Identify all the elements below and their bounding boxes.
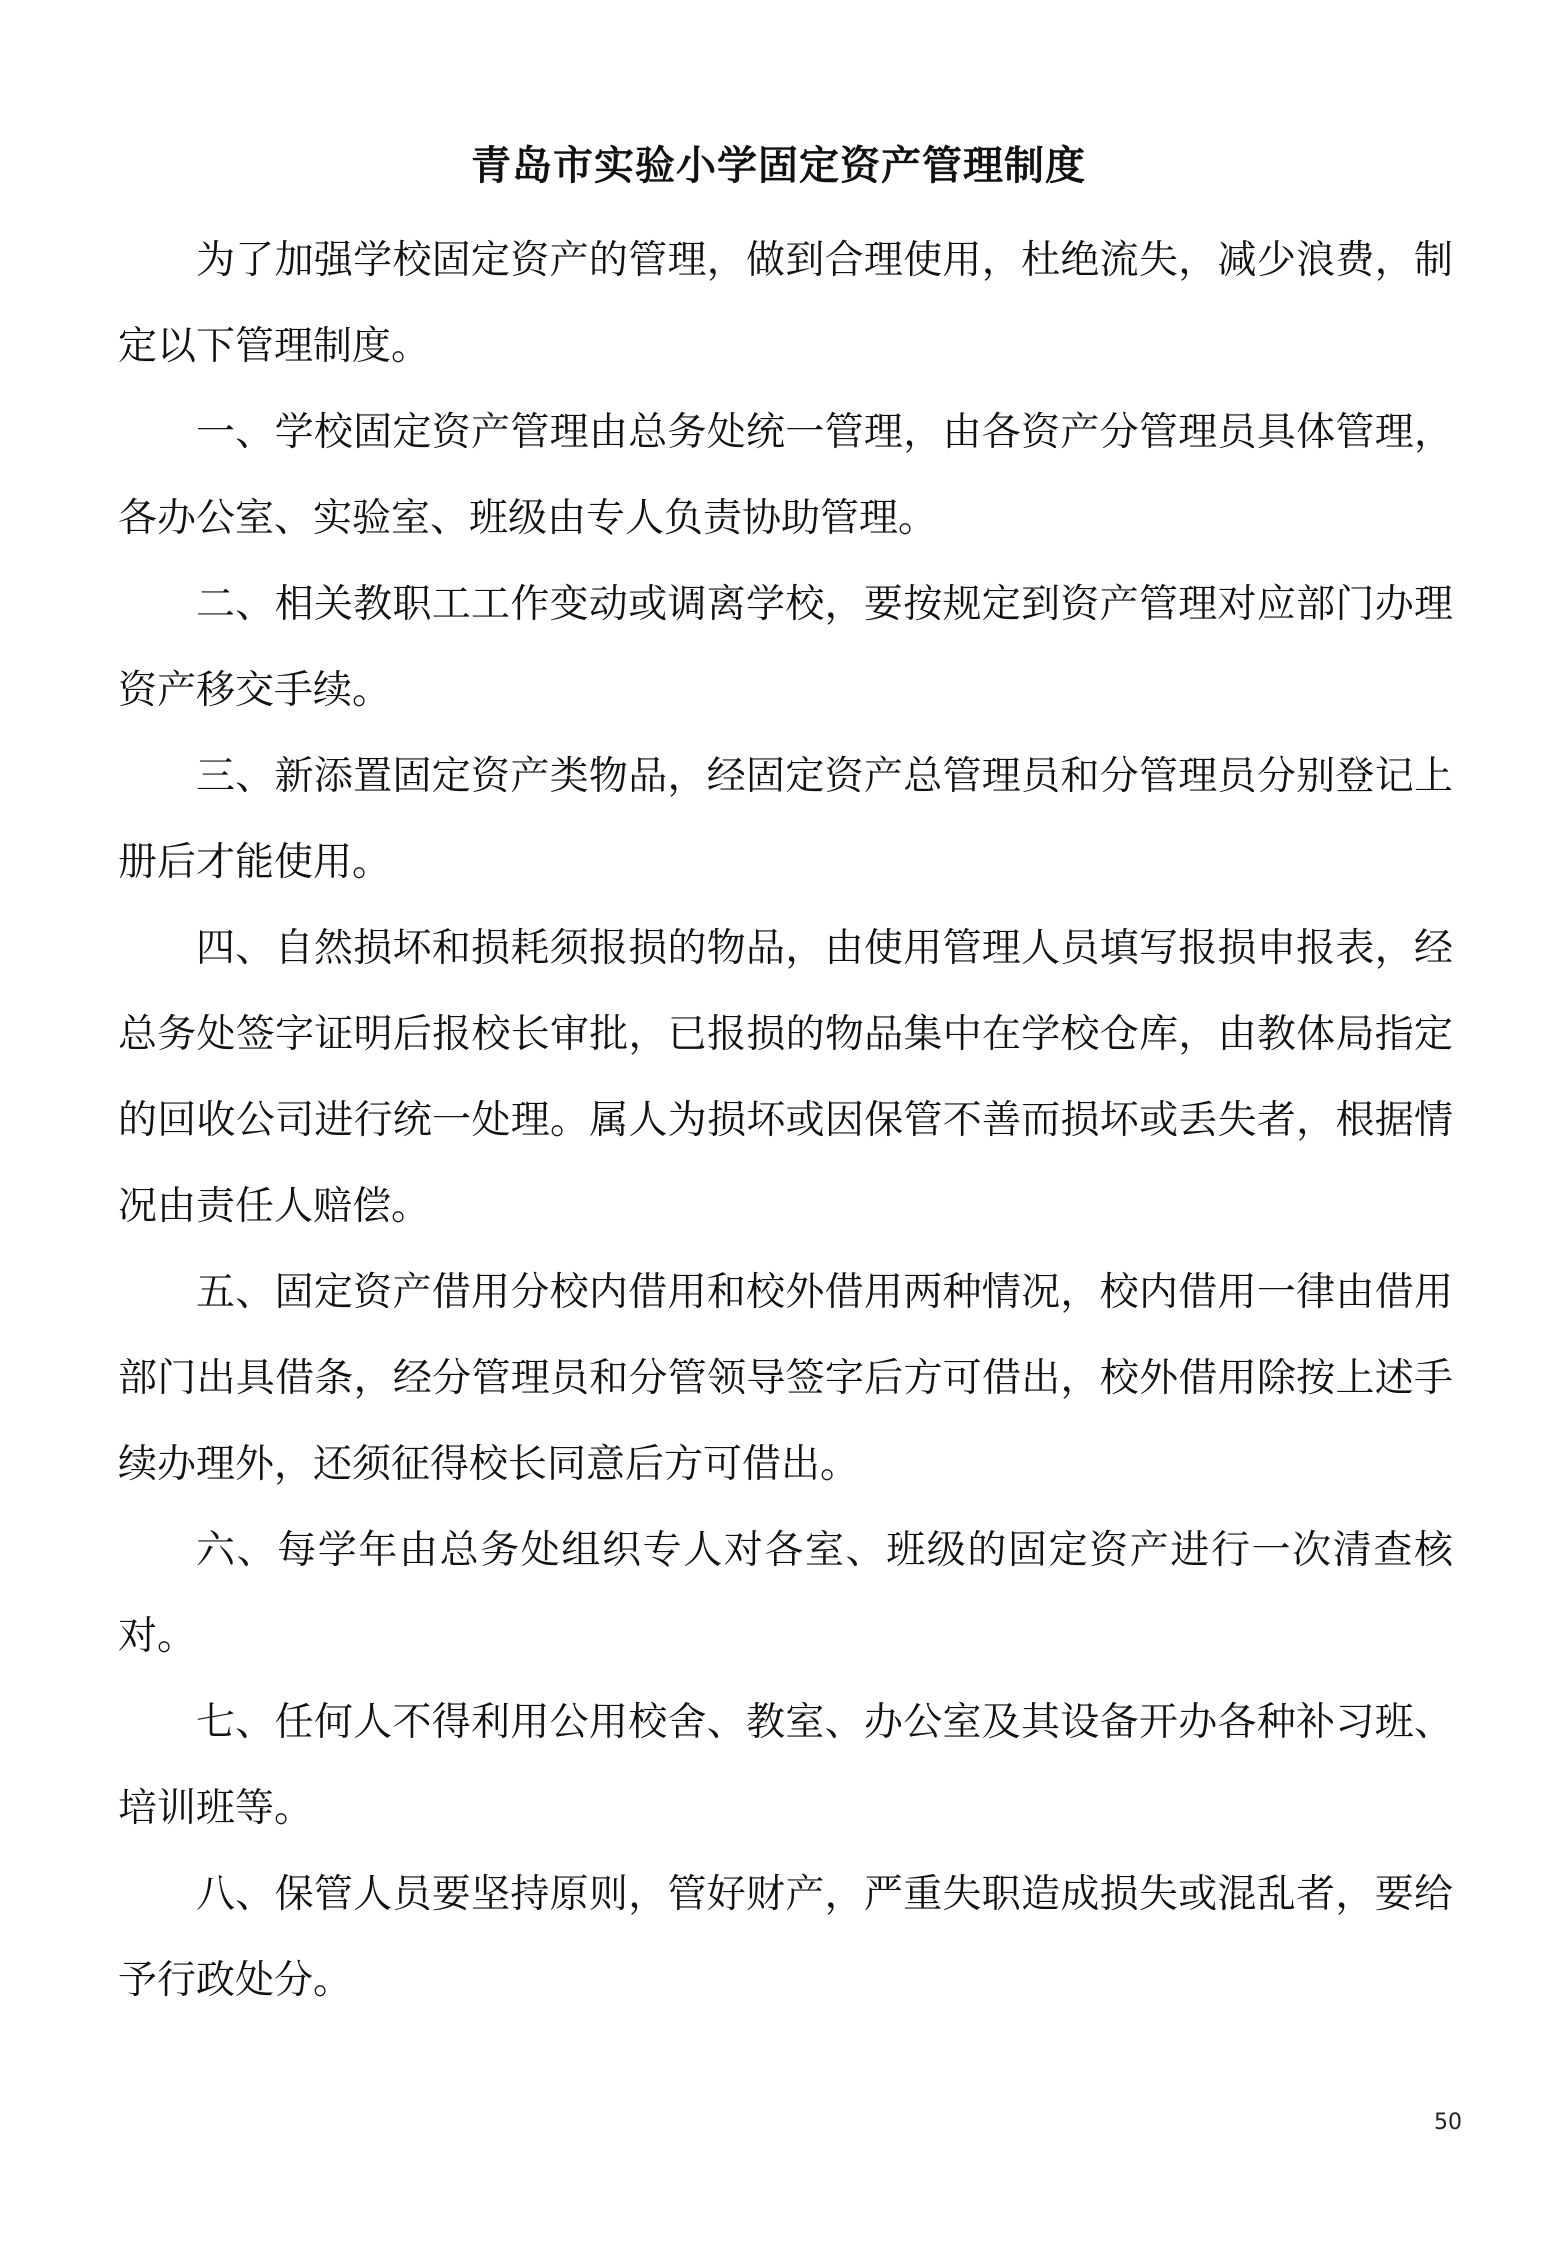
paragraph-8: 八、保管人员要坚持原则，管好财产，严重失职造成损失或混乱者，要给予行政处分。 [118, 1872, 1453, 2003]
paragraph-intro: 为了加强学校固定资产的管理，做到合理使用，杜绝流失，减少浪费，制定以下管理制度。 [118, 238, 1453, 369]
paragraph-7: 七、任何人不得利用公用校舍、教室、办公室及其设备开办各种补习班、培训班等。 [118, 1700, 1453, 1831]
paragraph-6: 六、每学年由总务处组织专人对各室、班级的固定资产进行一次清查核对。 [118, 1528, 1453, 1659]
page-number: 50 [1434, 2110, 1462, 2135]
document-title: 青岛市实验小学固定资产管理制度 [471, 143, 1086, 189]
paragraph-1: 一、学校固定资产管理由总务处统一管理，由各资产分管理员具体管理，各办公室、实验室、班级由专人负责协助管理。 [118, 410, 1453, 541]
paragraph-4: 四、自然损坏和损耗须报损的物品，由使用管理人员填写报损申报表，经总务处签字证明后报校长审批，已报损的物品集中在学校仓库，由教体局指定的回收公司进行统一处理。属人为损坏或因保管不善而损坏或丢失者，根据情况由责任人赔偿。 [118, 926, 1453, 1229]
paragraph-2: 二、相关教职工工作变动或调离学校，要按规定到资产管理对应部门办理资产移交手续。 [118, 582, 1453, 713]
paragraph-5: 五、固定资产借用分校内借用和校外借用两种情况，校内借用一律由借用部门出具借条，经分管理员和分管领导签字后方可借出，校外借用除按上述手续办理外，还须征得校长同意后方可借出。 [118, 1270, 1453, 1487]
document-body [118, 218, 1453, 2024]
paragraph-3: 三、新添置固定资产类物品，经固定资产总管理员和分管理员分别登记上册后才能使用。 [118, 754, 1453, 885]
